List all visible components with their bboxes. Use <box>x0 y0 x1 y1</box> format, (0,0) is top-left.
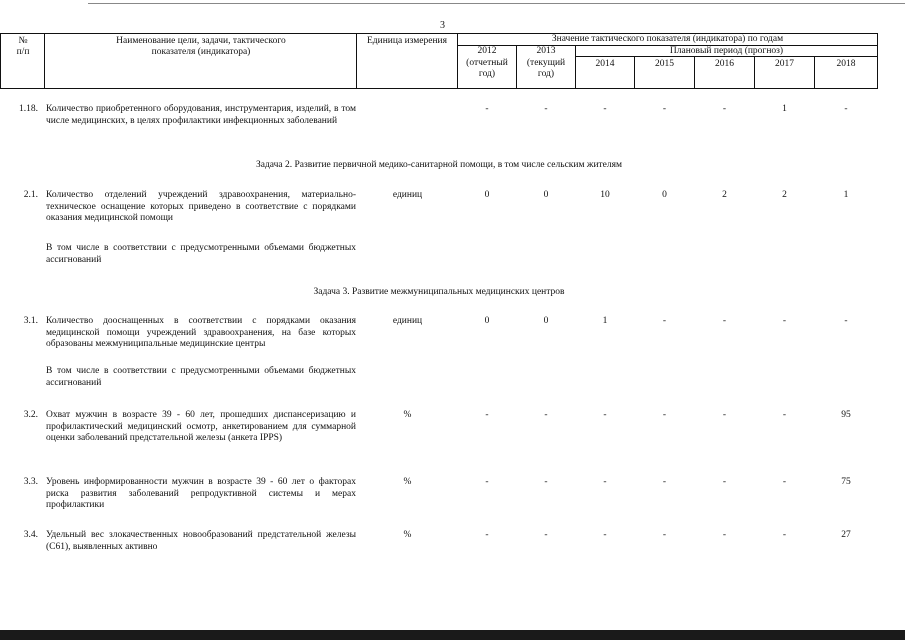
header-year-2013-note: (текущий год) <box>526 58 566 79</box>
row-number: 3.2. <box>23 410 38 420</box>
value-2013: - <box>544 477 548 487</box>
header-name: Наименование цели, задачи, тактического показателя (индикатора) <box>116 36 286 57</box>
row-unit: % <box>403 477 412 487</box>
value-2013: 0 <box>543 316 549 326</box>
value-2018: - <box>844 104 848 114</box>
value-2016: 2 <box>722 190 727 200</box>
value-2014: 10 <box>600 190 610 200</box>
value-2015: - <box>662 477 667 487</box>
value-2015: - <box>662 316 667 326</box>
value-2013: - <box>544 410 548 420</box>
task-heading: Задача 3. Развитие межмуниципальных медицинских центров <box>313 287 565 297</box>
value-2014: - <box>603 104 607 114</box>
value-2015: - <box>662 410 667 420</box>
row-number: 1.18. <box>19 104 38 114</box>
page-number: 3 <box>440 20 445 31</box>
value-2018: - <box>844 316 848 326</box>
value-2016: - <box>722 477 727 487</box>
value-2015: - <box>662 104 667 114</box>
table-header <box>0 33 878 89</box>
row-name: В том числе в соответствии с предусмотренными объемами бюджетных ассигнований <box>46 243 356 265</box>
value-2012: 0 <box>484 316 490 326</box>
row-name: Количество дооснащенных в соответствии с порядками оказания медицинской помощи учреждений здравоохранения, на базе которых образованы межмуниципальные медицинские центры <box>46 316 356 349</box>
value-2014: 1 <box>602 316 608 326</box>
value-2016: - <box>722 104 727 114</box>
header-year-2012-note: (отчетный год) <box>466 58 508 79</box>
value-2014: - <box>603 477 607 487</box>
header-year-2013: 2013 <box>536 46 556 56</box>
value-2017: - <box>782 530 787 540</box>
header-sep-1 <box>44 33 45 89</box>
header-year-2015: 2015 <box>655 59 674 69</box>
value-2017: 2 <box>782 190 787 200</box>
value-2015: - <box>662 530 667 540</box>
value-2014: - <box>603 410 607 420</box>
header-num: № п/п <box>16 36 30 57</box>
value-2013: - <box>544 104 548 114</box>
value-2012: 0 <box>484 190 490 200</box>
header-year-2016: 2016 <box>715 59 734 69</box>
header-sep-2 <box>356 33 357 89</box>
row-name: Количество приобретенного оборудования, инструментария, изделий, в том числе медицинских, в целях профилактики инфекционных заболеваний <box>46 104 356 126</box>
row-name: В том числе в соответствии с предусмотренными объемами бюджетных ассигнований <box>46 366 356 388</box>
row-unit: % <box>403 410 412 420</box>
value-2012: - <box>485 410 489 420</box>
task-heading: Задача 2. Развитие первичной медико-санитарной помощи, в том числе сельским жителям <box>255 160 623 170</box>
header-planned-period: Плановый период (прогноз) <box>669 46 784 56</box>
header-border-right <box>877 33 878 89</box>
value-2013: 0 <box>543 190 549 200</box>
value-2014: - <box>603 530 607 540</box>
header-year-2018: 2018 <box>836 59 856 69</box>
value-2018: 1 <box>843 190 849 200</box>
value-2017: 1 <box>782 104 787 114</box>
row-number: 3.1. <box>23 316 38 326</box>
row-name: Охват мужчин в возрасте 39 - 60 лет, прошедших диспансеризацию и профилактический медицинский осмотр, анкетированием для суммарной оценки заболеваний предстательной железы (анкета IPPS) <box>46 410 356 443</box>
row-unit: единиц <box>392 190 423 200</box>
value-2018: 95 <box>841 410 851 420</box>
top-rule <box>88 3 905 4</box>
value-2018: 75 <box>841 477 851 487</box>
header-year-2017: 2017 <box>775 59 794 69</box>
header-unit: Единица измерения <box>367 36 447 46</box>
bottom-scan-edge <box>0 630 905 640</box>
row-number: 2.1. <box>23 190 38 200</box>
value-2013: - <box>544 530 548 540</box>
row-unit: единиц <box>392 316 423 326</box>
row-number: 3.4. <box>23 530 38 540</box>
value-2012: - <box>485 477 489 487</box>
value-2016: - <box>722 530 727 540</box>
value-2017: - <box>782 477 787 487</box>
row-name: Количество отделений учреждений здравоохранения, материально-техническое оснащение которых приведено в соответствие с порядками оказания медицинской помощи <box>46 190 356 223</box>
value-2012: - <box>485 104 489 114</box>
value-2012: - <box>485 530 489 540</box>
value-2018: 27 <box>841 530 851 540</box>
header-border-bottom <box>0 88 878 89</box>
row-unit: % <box>403 530 412 540</box>
row-name: Уровень информированности мужчин в возрасте 39 - 60 лет о факторах риска развития заболеваний репродуктивной системы и мерах профилактики <box>46 477 356 510</box>
header-border-left <box>0 33 1 89</box>
header-year-2014: 2014 <box>595 59 615 69</box>
header-year-2012: 2012 <box>477 46 497 56</box>
row-number: 3.3. <box>23 477 38 487</box>
header-values: Значение тактического показателя (индикатора) по годам <box>551 34 784 44</box>
value-2016: - <box>722 410 727 420</box>
value-2015: 0 <box>662 190 667 200</box>
value-2017: - <box>782 316 787 326</box>
value-2016: - <box>722 316 727 326</box>
value-2017: - <box>782 410 787 420</box>
row-name: Удельный вес злокачественных новообразований предстательной железы (C61), выявленных активно <box>46 530 356 552</box>
